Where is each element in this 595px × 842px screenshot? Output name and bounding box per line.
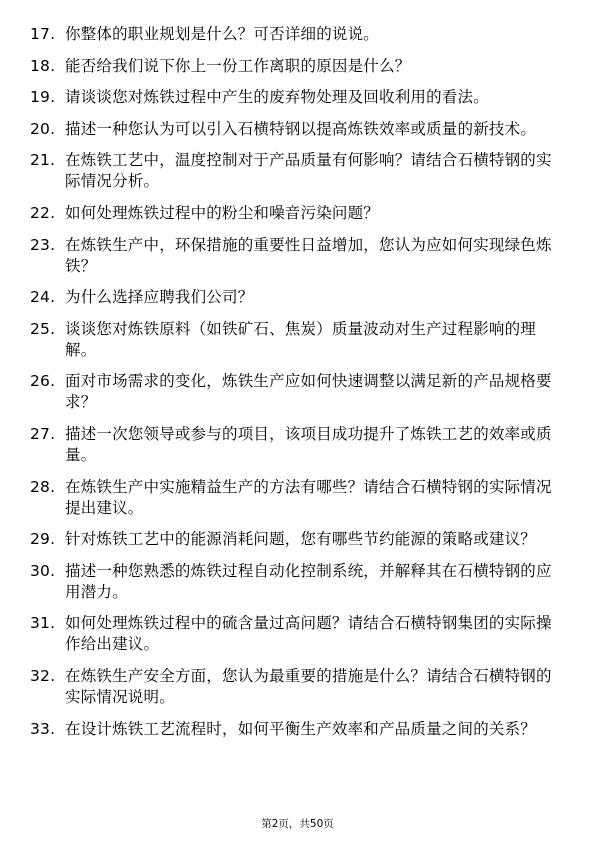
- question-text: 在炼铁生产中，环保措施的重要性日益增加，您认为应如何实现绿色炼铁？: [65, 235, 552, 275]
- question-number: 30.: [30, 561, 56, 580]
- question-text: 针对炼铁工艺中的能源消耗问题，您有哪些节约能源的策略或建议？: [65, 530, 537, 549]
- question-item-23: [0, 235, 595, 277]
- question-number: 28.: [30, 477, 56, 496]
- question-item-29: [0, 529, 595, 550]
- question-text: 面对市场需求的变化，炼铁生产应如何快速调整以满足新的产品规格要求？: [65, 372, 552, 412]
- question-item-17: [0, 24, 595, 45]
- question-item-28: [0, 477, 595, 519]
- question-number: 27.: [30, 424, 56, 443]
- question-number: 21.: [30, 151, 56, 170]
- question-text: 在设计炼铁工艺流程时，如何平衡生产效率和产品质量之间的关系？: [65, 719, 537, 738]
- question-text: 请谈谈您对炼铁过程中产生的废弃物处理及回收利用的看法。: [65, 88, 489, 107]
- question-number: 31.: [30, 614, 56, 633]
- question-text: 为什么选择应聘我们公司？: [65, 288, 254, 307]
- question-text: 如何处理炼铁过程中的粉尘和噪音污染问题？: [65, 203, 380, 222]
- question-number: 19.: [30, 88, 56, 107]
- question-item-25: [0, 319, 595, 361]
- question-number: 17.: [30, 25, 56, 43]
- question-number: 18.: [30, 56, 56, 75]
- question-item-21: [0, 150, 595, 192]
- question-number: 23.: [30, 235, 56, 254]
- question-number: 26.: [30, 372, 56, 391]
- question-text: 谈谈您对炼铁原料（如铁矿石、焦炭）质量波动对生产过程影响的理解。: [65, 319, 537, 359]
- question-text: 在炼铁工艺中，温度控制对于产品质量有何影响？请结合石横特钢的实际情况分析。: [65, 151, 552, 191]
- question-item-32: [0, 666, 595, 708]
- question-text: 描述一种您熟悉的炼铁过程自动化控制系统，并解释其在石横特钢的应用潜力。: [65, 561, 552, 601]
- question-text: 在炼铁生产安全方面，您认为最重要的措施是什么？请结合石横特钢的实际情况说明。: [65, 666, 552, 706]
- question-item-30: [0, 561, 595, 603]
- question-text: 如何处理炼铁过程中的硫含量过高问题？请结合石横特钢集团的实际操作给出建议。: [65, 614, 552, 654]
- question-number: 22.: [30, 203, 56, 222]
- question-item-22: [0, 203, 595, 224]
- question-text: 在炼铁生产中实施精益生产的方法有哪些？请结合石横特钢的实际情况提出建议。: [65, 477, 552, 517]
- page-footer: 第2页，共50页: [261, 818, 334, 830]
- question-item-20: [0, 119, 595, 140]
- question-number: 33.: [30, 719, 56, 738]
- question-item-31: [0, 613, 595, 655]
- question-text: 描述一种您认为可以引入石横特钢以提高炼铁效率或质量的新技术。: [65, 119, 537, 138]
- question-item-26: [0, 371, 595, 413]
- question-text: 你整体的职业规划是什么？可否详细的说说。: [65, 25, 380, 43]
- question-text: 描述一次您领导或参与的项目，该项目成功提升了炼铁工艺的效率或质量。: [65, 424, 552, 464]
- question-item-27: [0, 424, 595, 466]
- question-item-33: [0, 719, 595, 740]
- question-number: 25.: [30, 319, 56, 338]
- question-number: 20.: [30, 119, 56, 138]
- question-number: 29.: [30, 530, 56, 549]
- question-item-19: [0, 87, 595, 108]
- question-number: 32.: [30, 666, 56, 685]
- question-item-18: [0, 56, 595, 77]
- question-item-24: [0, 287, 595, 308]
- question-number: 24.: [30, 288, 56, 307]
- question-text: 能否给我们说下你上一份工作离职的原因是什么？: [65, 56, 411, 75]
- question-list: [0, 24, 595, 750]
